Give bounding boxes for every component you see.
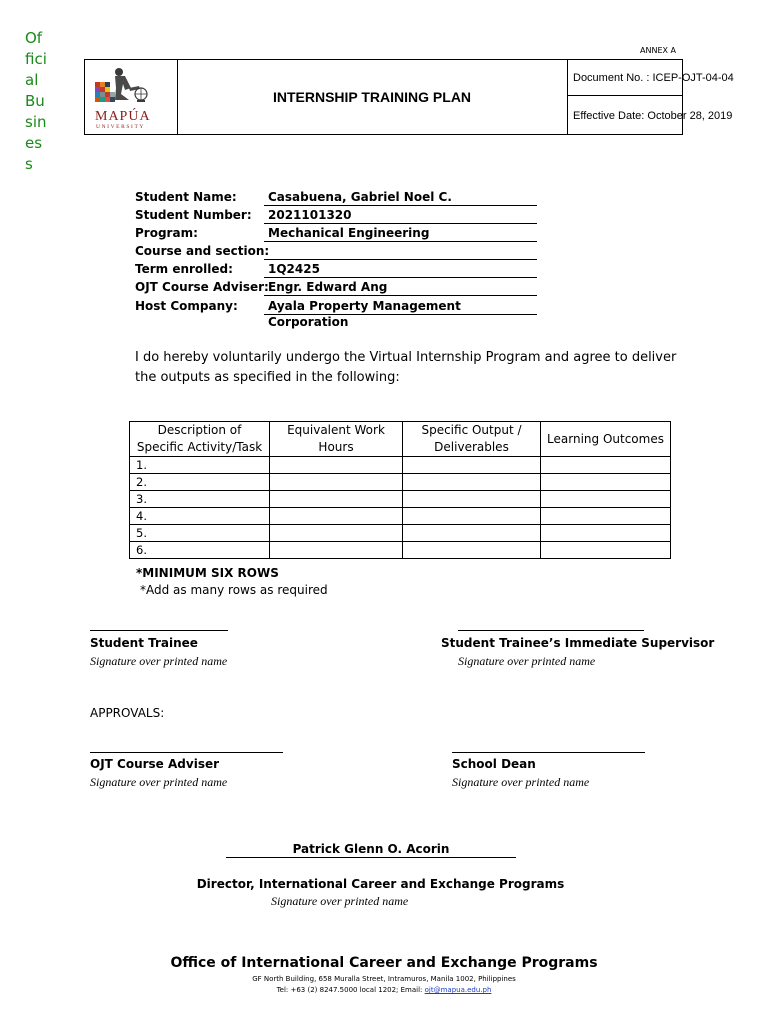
student-trainee-title: Student Trainee xyxy=(90,636,198,650)
row-number[interactable]: 4. xyxy=(130,508,270,525)
table-cell[interactable] xyxy=(541,491,671,508)
activity-table xyxy=(129,421,671,559)
table-row xyxy=(130,525,671,542)
table-cell[interactable] xyxy=(403,457,541,474)
term-enrolled-label: Term enrolled: xyxy=(135,262,233,276)
table-row xyxy=(130,474,671,491)
school-dean-sig-sub: Signature over printed name xyxy=(452,775,590,789)
footer-office-name: Office of International Career and Exchange Programs xyxy=(170,955,598,971)
footer-address: GF North Building, 658 Muralla Street, Intramuros, Manila 1002, Philippines xyxy=(252,975,516,983)
term-enrolled-field[interactable]: 1Q2425 xyxy=(264,261,537,278)
table-header-row xyxy=(130,422,671,457)
host-company-field[interactable]: Ayala Property Management Corporation xyxy=(264,298,537,315)
table-cell[interactable] xyxy=(270,474,403,491)
table-cell[interactable] xyxy=(541,457,671,474)
student-number-label: Student Number: xyxy=(135,208,252,222)
program-label: Program: xyxy=(135,226,198,240)
approvals-heading: APPROVALS: xyxy=(90,706,165,720)
table-cell[interactable] xyxy=(270,491,403,508)
effective-date: Effective Date: October 28, 2019 xyxy=(573,110,733,122)
intro-paragraph: I do hereby voluntarily undergo the Virtual Internship Program and agree to deliver the outputs as specified in the following: xyxy=(135,350,677,385)
table-row xyxy=(130,491,671,508)
ojt-adviser-signature-line[interactable] xyxy=(90,752,283,753)
table-cell[interactable] xyxy=(403,491,541,508)
supervisor-sig-sub: Signature over printed name xyxy=(458,654,596,668)
program-field[interactable]: Mechanical Engineering xyxy=(264,225,537,242)
ojt-adviser-title: OJT Course Adviser xyxy=(90,757,220,771)
table-cell[interactable] xyxy=(541,474,671,491)
table-cell[interactable] xyxy=(270,508,403,525)
minimum-rows-note: *MINIMUM SIX ROWS xyxy=(136,566,279,580)
table-cell[interactable] xyxy=(270,525,403,542)
row-number[interactable]: 1. xyxy=(130,457,270,474)
table-cell[interactable] xyxy=(270,457,403,474)
col-header-hours: Equivalent Work Hours xyxy=(270,422,403,457)
logo-wordmark: MAPÚA xyxy=(95,109,151,124)
table-cell[interactable] xyxy=(270,542,403,559)
school-dean-signature-line[interactable] xyxy=(452,752,645,753)
table-cell[interactable] xyxy=(403,474,541,491)
ojt-adviser-label: OJT Course Adviser: xyxy=(135,280,269,294)
logo-subtext: UNIVERSITY xyxy=(96,124,145,130)
row-number[interactable]: 2. xyxy=(130,474,270,491)
table-cell[interactable] xyxy=(541,508,671,525)
table-cell[interactable] xyxy=(403,508,541,525)
student-trainee-sig-sub: Signature over printed name xyxy=(90,654,228,668)
footer-email-link[interactable]: ojt@mapua.edu.ph xyxy=(424,986,492,994)
row-number[interactable]: 6. xyxy=(130,542,270,559)
student-name-field[interactable]: Casabuena, Gabriel Noel C. xyxy=(264,189,537,206)
host-company-label: Host Company: xyxy=(135,299,238,313)
table-row xyxy=(130,542,671,559)
row-number[interactable]: 3. xyxy=(130,491,270,508)
document-title: INTERNSHIP TRAINING PLAN xyxy=(177,60,568,134)
student-trainee-signature-line[interactable] xyxy=(90,630,228,631)
student-name-label: Student Name: xyxy=(135,190,237,204)
school-dean-title: School Dean xyxy=(452,757,536,771)
footer-contact-text: Tel: +63 (2) 8247.5000 local 1202; Email: xyxy=(276,986,425,994)
supervisor-signature-line[interactable] xyxy=(458,630,644,631)
course-section-label: Course and section: xyxy=(135,244,270,258)
table-cell[interactable] xyxy=(541,542,671,559)
ojt-adviser-field[interactable]: Engr. Edward Ang xyxy=(264,279,537,296)
ojt-adviser-sig-sub: Signature over printed name xyxy=(90,775,228,789)
supervisor-title: Student Trainee’s Immediate Supervisor xyxy=(441,636,715,650)
table-cell[interactable] xyxy=(403,525,541,542)
official-business-stamp: Official Business xyxy=(25,29,47,173)
document-header xyxy=(84,59,734,135)
table-row xyxy=(130,508,671,525)
row-number[interactable]: 5. xyxy=(130,525,270,542)
footer-contact xyxy=(0,986,768,994)
table-cell[interactable] xyxy=(403,542,541,559)
document-number: Document No. : ICEP-OJT-04-04 xyxy=(568,60,682,96)
course-section-field[interactable] xyxy=(264,243,537,260)
col-header-output: Specific Output / Deliverables xyxy=(403,422,541,457)
student-number-field[interactable]: 2021101320 xyxy=(264,207,537,224)
col-header-description: Description of Specific Activity/Task xyxy=(130,422,270,457)
annex-label: ANNEX A xyxy=(640,46,676,55)
director-name: Patrick Glenn O. Acorin xyxy=(226,842,516,858)
col-header-outcomes: Learning Outcomes xyxy=(541,422,671,457)
logo-cell xyxy=(85,60,178,134)
add-rows-note: *Add as many rows as required xyxy=(140,583,328,597)
director-title: Director, International Career and Exchange Programs xyxy=(196,877,565,891)
director-sig-sub: Signature over printed name xyxy=(271,894,409,908)
table-row xyxy=(130,457,671,474)
table-cell[interactable] xyxy=(541,525,671,542)
